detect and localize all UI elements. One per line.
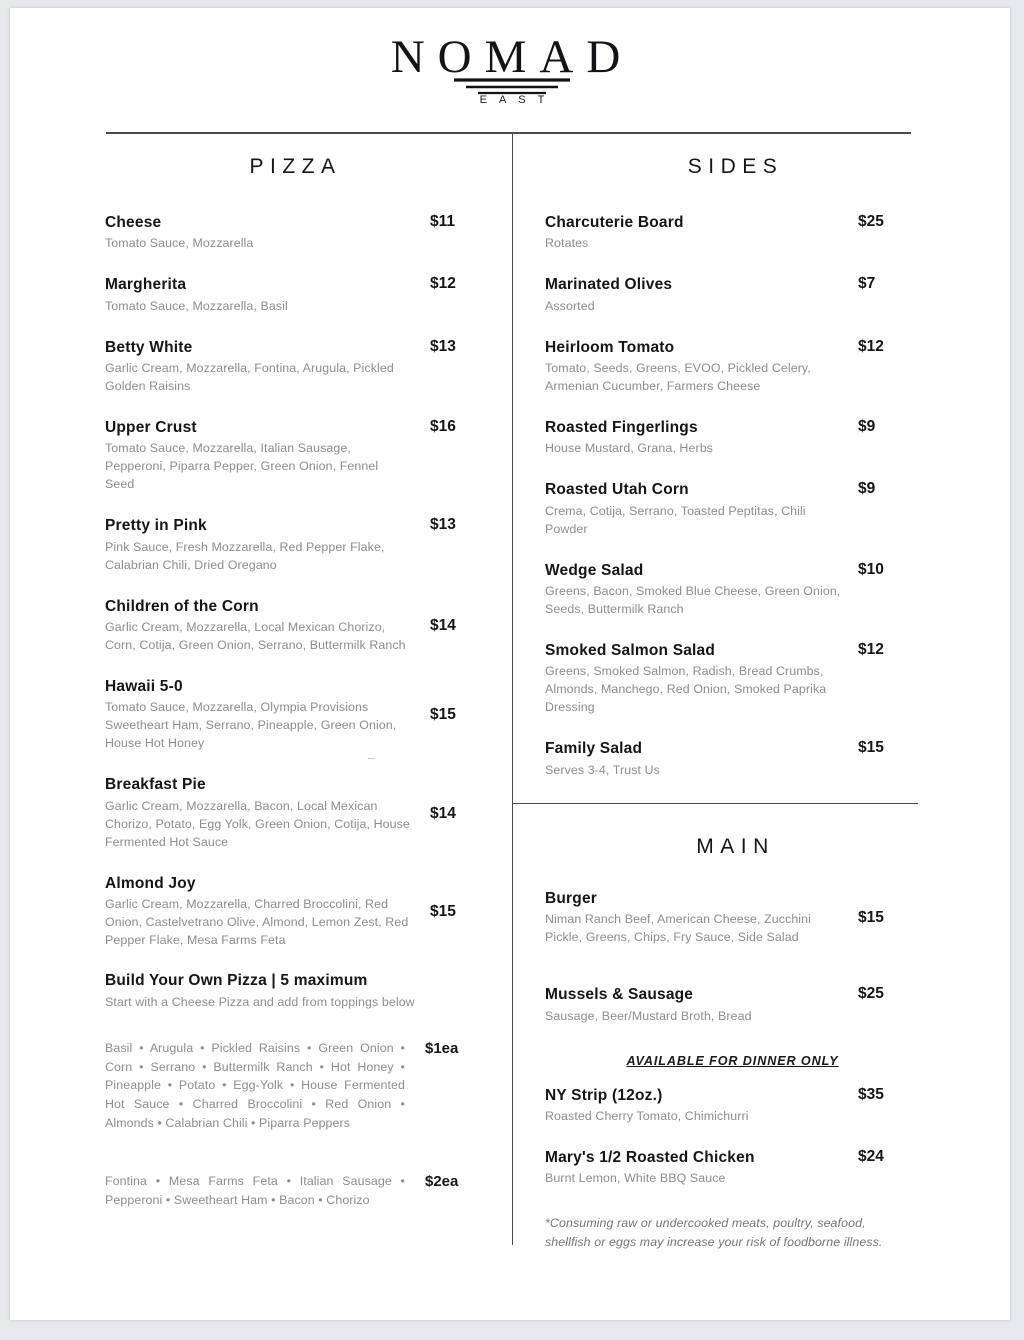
allergen-footnote: *Consuming raw or undercooked meats, poultry, seafood, shellfish or eggs may increase your risk of foodborne illness.: [545, 1216, 883, 1250]
main-column: [545, 835, 920, 1252]
column-divider: [512, 133, 513, 1245]
item-price: $16: [430, 418, 456, 436]
menu-item[interactable]: [545, 275, 920, 315]
item-price: $9: [858, 480, 876, 498]
dinner-only-banner: AVAILABLE FOR DINNER ONLY: [626, 1053, 839, 1068]
item-description: Crema, Cotija, Serrano, Toasted Peptitas, Chili Powder: [545, 503, 806, 536]
item-name: Burger: [545, 890, 598, 907]
item-description: Tomato Sauce, Mozzarella, Basil: [105, 298, 288, 313]
brand-subtitle: EAST: [479, 94, 557, 106]
menu-item[interactable]: [105, 775, 480, 851]
item-name: Family Salad: [545, 740, 643, 758]
item-description: Tomato Sauce, Mozzarella: [105, 236, 254, 251]
menu-item[interactable]: [545, 641, 920, 717]
item-description: Serves 3-4, Trust Us: [545, 762, 660, 777]
item-name: Hawaii 5-0: [105, 678, 183, 696]
topping-list: Fontina • Mesa Farms Feta • Italian Sausage • Pepperoni • Sweetheart Ham • Bacon • Chorizo: [105, 1174, 405, 1207]
item-name: Charcuterie Board: [545, 214, 684, 231]
item-name: Roasted Fingerlings: [545, 419, 698, 437]
item-name: Pretty in Pink: [105, 517, 207, 535]
item-price: $7: [858, 275, 876, 293]
item-name: Children of the Corn: [105, 597, 259, 615]
item-price: $35: [858, 1085, 884, 1103]
menu-item[interactable]: [545, 338, 920, 396]
menu-item[interactable]: [545, 1148, 920, 1188]
main-section-title: MAIN: [696, 835, 775, 858]
menu-item[interactable]: [105, 213, 480, 253]
item-price: $15: [430, 706, 456, 724]
pizza-column: [105, 155, 480, 1209]
item-price: $14: [430, 804, 456, 822]
item-name: Mussels & Sausage: [545, 986, 694, 1004]
item-description: Greens, Bacon, Smoked Blue Cheese, Green Onion, Seeds, Buttermilk Ranch: [545, 584, 841, 617]
topping-tier[interactable]: [105, 1039, 480, 1132]
item-description: Sausage, Beer/Mustard Broth, Bread: [545, 1008, 752, 1023]
sides-section-title: SIDES: [687, 155, 784, 178]
item-price: $24: [858, 1148, 884, 1166]
item-name: Almond Joy: [105, 874, 196, 892]
item-price: $15: [858, 739, 884, 757]
item-name: Wedge Salad: [545, 561, 644, 579]
item-price: $11: [430, 213, 456, 230]
item-price: $12: [858, 641, 884, 659]
item-name: NY Strip (12oz.): [545, 1086, 663, 1104]
item-price: $10: [858, 560, 884, 578]
item-price: $25: [858, 213, 884, 230]
item-name: Heirloom Tomato: [545, 338, 675, 356]
menu-item[interactable]: [545, 561, 920, 619]
menu-item[interactable]: [545, 739, 920, 779]
item-description: Tomato, Seeds, Greens, EVOO, Pickled Celery, Armenian Cucumber, Farmers Cheese: [545, 361, 811, 394]
menu-item[interactable]: [545, 889, 920, 947]
item-price: $15: [430, 902, 456, 920]
menu-item[interactable]: [545, 1086, 920, 1126]
topping-list: Basil • Arugula • Pickled Raisins • Green Onion • Corn • Serrano • Buttermilk Ranch • Hot Honey • Pineapple • Potato • Egg-Yolk • House Fermented Hot Sauce • Charred Broccolini • Red Onion • Almonds • Calabrian Chili • Piparra Peppers: [105, 1041, 405, 1130]
item-name: Smoked Salmon Salad: [545, 642, 716, 660]
item-price: $13: [430, 516, 456, 534]
item-name: Cheese: [105, 214, 162, 231]
item-name: Breakfast Pie: [105, 776, 206, 794]
item-price: $14: [430, 616, 456, 634]
menu-item[interactable]: [105, 874, 480, 950]
item-description: Garlic Cream, Mozzarella, Charred Broccolini, Red Onion, Castelvetrano Olive, Almond, Lemon Zest, Red Pepper Flake, Mesa Farms Feta: [105, 897, 409, 948]
item-description: Greens, Smoked Salmon, Radish, Bread Crumbs, Almonds, Manchego, Red Onion, Smoked Paprika Dressing: [545, 664, 827, 715]
menu-item[interactable]: [545, 213, 920, 253]
sides-column: [545, 155, 920, 802]
item-name: Mary's 1/2 Roasted Chicken: [545, 1149, 755, 1167]
menu-item[interactable]: [545, 985, 920, 1025]
item-description: House Mustard, Grana, Herbs: [545, 441, 713, 456]
item-description: Rotates: [545, 236, 589, 251]
item-description: Garlic Cream, Mozzarella, Local Mexican Chorizo, Corn, Cotija, Green Onion, Serrano, Buttermilk Ranch: [105, 620, 406, 653]
item-name: Upper Crust: [105, 419, 197, 437]
item-price: $15: [858, 909, 884, 927]
item-price: $12: [430, 275, 456, 293]
item-description: Tomato Sauce, Mozzarella, Olympia Provisions Sweetheart Ham, Serrano, Pineapple, Green Onion, House Hot Honey: [105, 700, 397, 751]
build-your-own-subheading: Start with a Cheese Pizza and add from toppings below: [105, 995, 415, 1010]
item-description: Roasted Cherry Tomato, Chimichurri: [545, 1109, 749, 1124]
menu-item[interactable]: [105, 516, 480, 574]
item-description: Garlic Cream, Mozzarella, Bacon, Local Mexican Chorizo, Potato, Egg Yolk, Green Onion, Cotija, House Fermented Hot Sauce: [105, 798, 410, 849]
pizza-section-title: PIZZA: [249, 155, 342, 178]
item-description: Pink Sauce, Fresh Mozzarella, Red Pepper Flake, Calabrian Chili, Dried Oregano: [105, 539, 385, 572]
menu-item[interactable]: [545, 480, 920, 538]
item-price: $12: [858, 337, 884, 355]
item-name: Betty White: [105, 338, 193, 356]
item-description: Tomato Sauce, Mozzarella, Italian Sausage, Pepperoni, Piparra Pepper, Green Onion, Fennel Seed: [105, 441, 379, 492]
menu-item[interactable]: [105, 275, 480, 315]
item-price: $13: [430, 337, 456, 355]
item-name: Marinated Olives: [545, 276, 673, 294]
item-description: Assorted: [545, 298, 595, 313]
item-price: $25: [858, 985, 884, 1003]
item-price: $9: [858, 418, 876, 436]
menu-item[interactable]: [105, 677, 480, 753]
topping-price: $1ea: [425, 1040, 459, 1058]
menu-item[interactable]: [105, 597, 480, 655]
sides-main-divider: [513, 803, 918, 804]
topping-price: $2ea: [425, 1173, 459, 1191]
item-description: Niman Ranch Beef, American Cheese, Zucchini Pickle, Greens, Chips, Fry Sauce, Side Salad: [545, 912, 812, 945]
topping-tier[interactable]: [105, 1172, 480, 1209]
header-divider: [106, 132, 911, 134]
build-your-own-heading: Build Your Own Pizza | 5 maximum: [105, 972, 368, 990]
item-name: Margherita: [105, 276, 187, 294]
menu-item[interactable]: [545, 418, 920, 458]
menu-item[interactable]: [105, 418, 480, 494]
brand-name: NOMAD: [390, 31, 634, 83]
menu-item[interactable]: [105, 338, 480, 396]
brand-logo: [0, 31, 1024, 106]
item-name: Roasted Utah Corn: [545, 481, 689, 499]
item-description: Garlic Cream, Mozzarella, Fontina, Arugula, Pickled Golden Raisins: [105, 361, 394, 394]
item-description: Burnt Lemon, White BBQ Sauce: [545, 1171, 726, 1186]
